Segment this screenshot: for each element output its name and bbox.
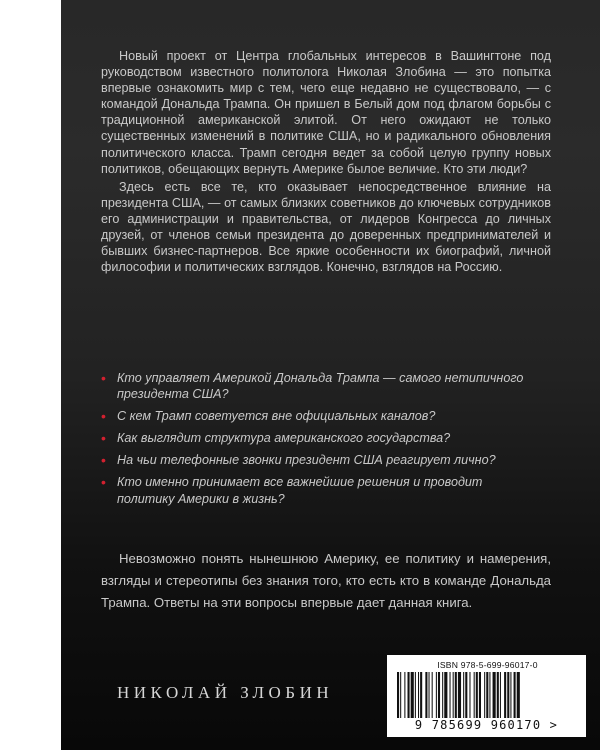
- annotation-text: [101, 48, 551, 275]
- barcode-bar: [455, 672, 457, 720]
- barcode-image: [395, 672, 578, 720]
- barcode-bar: [479, 672, 481, 720]
- barcode-bar: [493, 672, 496, 720]
- list-item: [101, 408, 541, 424]
- bullet-icon: •: [101, 474, 106, 491]
- barcode-bar: [474, 672, 475, 720]
- question-text: На чьи телефонные звонки президент США реагирует лично?: [117, 453, 496, 468]
- barcode-bar: [507, 672, 509, 720]
- question-text: Кто именно принимает все важнейшие решения и проводит политику Америки в жизнь?: [117, 475, 483, 506]
- barcode-bar: [504, 672, 506, 720]
- barcode-bar: [404, 672, 405, 720]
- barcode-bar: [425, 672, 427, 720]
- barcode-bar: [476, 672, 478, 720]
- barcode-digits: 9 785699 960170 >: [389, 718, 584, 732]
- barcode-bar: [400, 672, 401, 720]
- barcode-bar: [450, 672, 451, 720]
- barcode-bar: [415, 672, 416, 720]
- question-text: Кто управляет Америкой Дональда Трампа — самого нетипичного президента США?: [117, 371, 524, 402]
- list-item: [101, 474, 541, 506]
- barcode-bar: [469, 672, 470, 720]
- barcode-bar: [408, 672, 410, 720]
- bullet-icon: •: [101, 430, 106, 447]
- barcode-bar: [418, 672, 419, 720]
- barcode-bar: [517, 672, 520, 720]
- barcode-bar: [442, 672, 443, 720]
- barcode-bar: [500, 672, 501, 720]
- bullet-icon: •: [101, 408, 106, 425]
- questions-list: [101, 370, 541, 513]
- isbn-number: ISBN 978-5-699-96017-0: [437, 660, 538, 670]
- barcode-label: [387, 655, 586, 737]
- list-item: [101, 430, 541, 446]
- intro-paragraph-1: Новый проект от Центра глобальных интересов в Вашингтоне под руководством известного политолога Николая Злобина — это попытка впервые ознакомить мир с тем, чего еще недавно не существовало, — с командой Дональда Трампа. Он пришел в Белый дом под флагом борьбы с традиционной американской элитой. От него ожидают не только существенных изменений в политике США, но и радикального обновления политического класса. Трамп сегодня ведет за собой целую группу новых политиков, обещающих вернуть Америке былое величие. Кто эти люди?: [101, 49, 551, 176]
- barcode-bar: [510, 672, 511, 720]
- barcode-bar: [486, 672, 488, 720]
- barcode-bar: [436, 672, 437, 720]
- barcode-bar: [429, 672, 430, 720]
- barcode-bar: [484, 672, 485, 720]
- barcode-bar: [489, 672, 490, 720]
- question-text: С кем Трамп советуется вне официальных каналов?: [117, 409, 436, 424]
- barcode-bar: [420, 672, 422, 720]
- bullet-icon: •: [101, 452, 106, 469]
- barcode-bar: [463, 672, 464, 720]
- barcode-bar: [432, 672, 433, 720]
- question-text: Как выглядит структура американского государства?: [117, 431, 451, 446]
- list-item: [101, 452, 541, 468]
- barcode-bar: [497, 672, 499, 720]
- barcode-bar: [514, 672, 516, 720]
- back-cover: [61, 0, 600, 750]
- closing-paragraph: Невозможно понять нынешнюю Америку, ее политику и намерения, взгляды и стереотипы без знания того, кто есть кто в команде Дональда Трампа. Ответы на эти вопросы впервые дает данная книга.: [101, 551, 551, 610]
- barcode-bar: [444, 672, 447, 720]
- barcode-bar: [411, 672, 414, 720]
- author-name: НИКОЛАЙ ЗЛОБИН: [117, 683, 334, 702]
- barcode-bar: [465, 672, 467, 720]
- list-item: [101, 370, 541, 402]
- intro-paragraph-2: Здесь есть все те, кто оказывает непосредственное влияние на президента США, — от самых близких советников до ключевых сотрудников его администрации и правительства, от лидеров Конгресса до личных друзей, от членов семьи президента до доверенных предпринимателей и бывших бизнес-партнеров. Все яркие особенности их биографий, личной философии и политических взглядов. Конечно, взглядов на Россию.: [101, 179, 551, 275]
- barcode-bar: [438, 672, 440, 720]
- barcode-bar: [453, 672, 454, 720]
- barcode-bar: [397, 672, 399, 720]
- bullet-icon: •: [101, 370, 106, 386]
- barcode-bar: [458, 672, 461, 720]
